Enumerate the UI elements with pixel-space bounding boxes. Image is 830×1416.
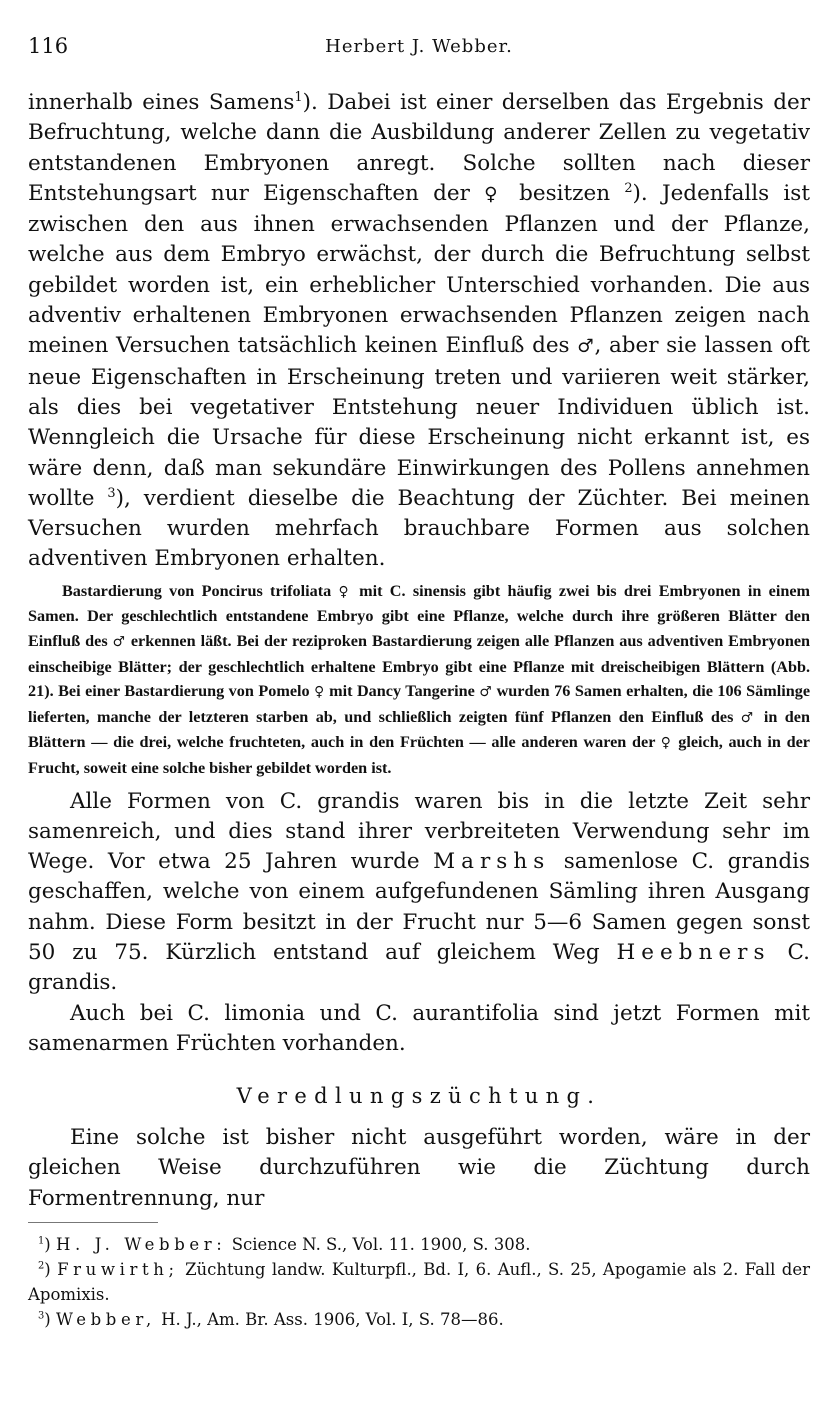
- paragraph-veredlung: Eine solche ist bisher nicht ausgeführt worden, wäre in der gleichen Weise durchzuführen wie die Züchtung durch Formentrennung, nur: [28, 1125, 810, 1211]
- page-body: [28, 88, 810, 1214]
- footnote-divider: [28, 1222, 158, 1223]
- male-symbol: ♂: [577, 336, 595, 358]
- footnotes: [28, 1232, 810, 1332]
- footnote-1: $^1$) H. J. Webber: Science N. S., Vol. 11. 1900, S. 308.: [38, 1235, 531, 1254]
- footnote-ref-3: 3: [107, 485, 116, 501]
- footnote-2: $^2$) Fruwirth; Züchtung landw. Kulturpfl., Bd. I, 6. Aufl., S. 25, Apogamie als 2. Fall der Apomixis.: [28, 1260, 811, 1304]
- male-symbol: ♂: [479, 684, 493, 701]
- section-heading: Veredlungszüchtung.: [236, 1084, 602, 1109]
- running-head: Herbert J. Webber.: [325, 36, 513, 57]
- female-symbol: ♀: [314, 684, 325, 701]
- page-number: 116: [28, 34, 69, 58]
- female-symbol: ♀: [660, 735, 673, 752]
- footnote-ref-2: 2: [624, 180, 633, 196]
- page-header: [28, 34, 810, 60]
- paragraph-adventive-embryos: innerhalb eines Samens$^1$). Dabei ist einer derselben das Ergebnis der Befruchtung, welche dann die Ausbildung anderer Zellen zu vegetativ entstandenen Embryonen anregt. Solche sollten nach dieser Entstehungsart nur Eigenschaften der ♀ besitzen $^2$). Jedenfalls ist zwischen den aus ihnen erwachsenden Pflanzen und der Pflanze, welche aus dem Embryo erwächst, der durch die Befruchtung selbst gebildet worden ist, ein erheblicher Unterschied vorhanden. Die aus adventiv erhaltenen Embryonen erwachsenden Pflanzen zeigen nach meinen Versuchen tatsächlich keinen Einfluß des ♂, aber sie lassen oft neue Eigenschaften in Erscheinung treten und variieren weit stärker, als dies bei vegetativer Entstehung neuer Individuen üblich ist. Wenngleich die Ursache für diese Erscheinung nicht erkannt ist, es wäre denn, daß man sekundäre Einwirkungen des Pollens annehmen wollte $^3$), verdient dieselbe die Beachtung der Züchter. Bei meinen Versuchen wurden mehrfach brauchbare Formen aus solchen adventiven Embryonen erhalten.: [28, 89, 810, 572]
- female-symbol: ♀: [484, 183, 505, 205]
- male-symbol: ♂: [740, 709, 757, 726]
- footnote-3: $^3$) Webber, H. J., Am. Br. Ass. 1906, Vol. I, S. 78—86.: [38, 1310, 504, 1329]
- small-print-paragraph: Bastardierung von Poncirus trifoliata ♀ mit C. sinensis gibt häufig zwei bis drei Embryonen in einem Samen. Der geschlechtlich entstandene Embryo gibt eine Pflanze, welche durch ihre größeren Blätter den Einfluß des ♂ erkennen läßt. Bei der reziproken Bastardierung zeigen alle Pflanzen aus adventiven Embryonen einscheibige Blätter; der geschlechtlich erhaltene Embryo gibt eine Pflanze mit dreischeibigen Blättern (Abb. 21). Bei einer Bastardierung von Pomelo ♀ mit Dancy Tangerine ♂ wurden 76 Samen erhalten, die 106 Sämlinge lieferten, manche der letzteren starben ab, und schließlich zeigten fünf Pflanzen den Einfluß des ♂ in den Blättern — die drei, welche fruchteten, auch in den Früchten — alle anderen waren der ♀ gleich, auch in der Frucht, soweit eine solche bisher gebildet worden ist.: [28, 581, 811, 777]
- footnote-ref-1: 1: [294, 89, 303, 105]
- male-symbol: ♂: [112, 633, 126, 650]
- person-name-marsh: Marshs: [433, 849, 551, 875]
- paragraph-grandis: Alle Formen von C. grandis waren bis in die letzte Zeit sehr samenreich, und dies stand ihrer verbreiteten Verwendung sehr im Wege. Vor etwa 25 Jahren wurde Marshs samenlose C. grandis geschaffen, welche von einem aufgefundenen Sämling ihren Ausgang nahm. Diese Form besitzt in der Frucht nur 5—6 Samen gegen sonst 50 zu 75. Kürzlich entstand auf gleichem Weg Heebners C. grandis.: [28, 788, 810, 996]
- paragraph-limonia: Auch bei C. limonia und C. aurantifolia sind jetzt Formen mit samenarmen Früchten vorhanden.: [28, 1000, 810, 1056]
- person-name-heebner: Heebners: [616, 939, 771, 965]
- female-symbol: ♀: [338, 583, 352, 600]
